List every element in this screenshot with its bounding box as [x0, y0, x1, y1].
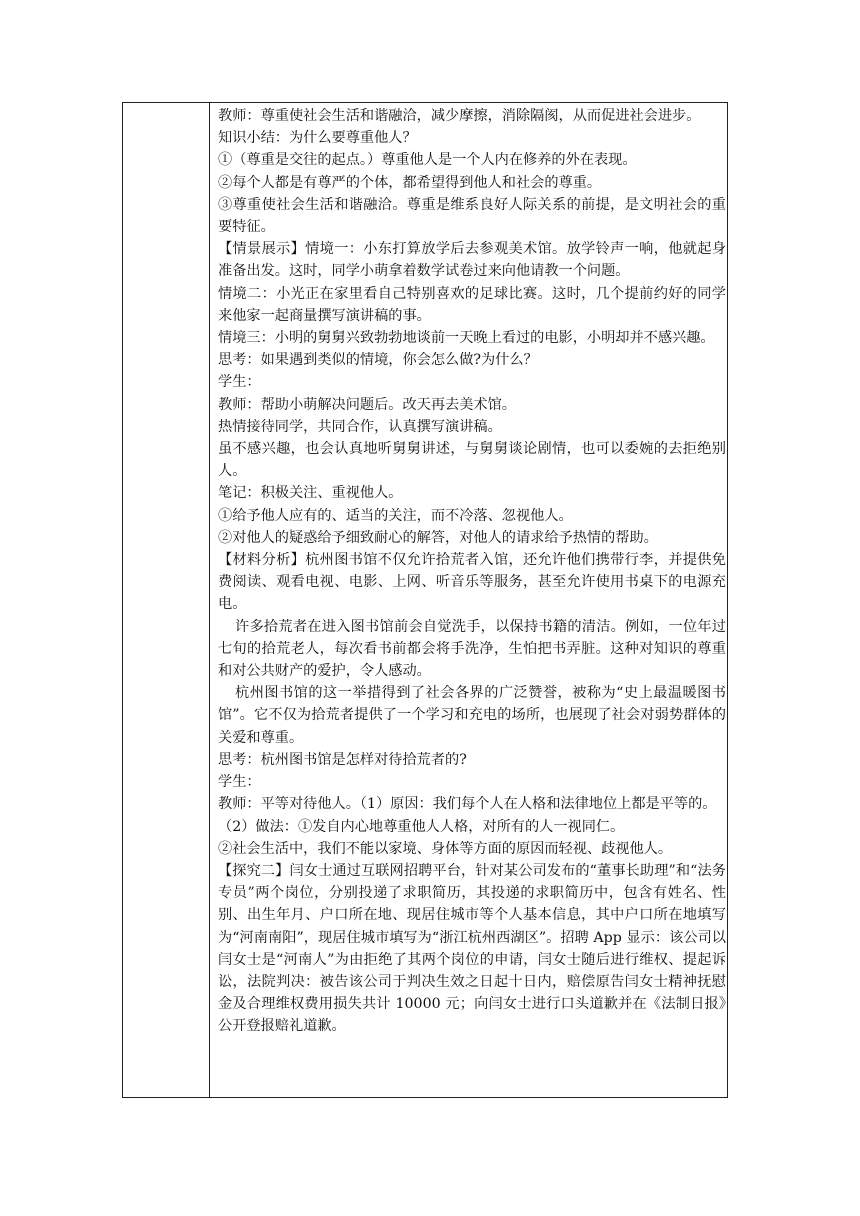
- paragraph: 学生：: [218, 374, 261, 391]
- paragraph: 思考：杭州图书馆是怎样对待拾荒者的?: [218, 751, 467, 768]
- table-content-cell: [218, 105, 726, 1038]
- paragraph: 教师：帮助小萌解决问题后。改天再去美术馆。: [218, 396, 516, 413]
- paragraph: （2）做法：①发自内心地尊重他人人格，对所有的人一视同仁。: [218, 818, 625, 835]
- paragraph: 教师：平等对待他人。（1）原因：我们每个人在人格和法律地位上都是平等的。: [218, 796, 717, 813]
- paragraph: 【情景展示】情境一：小东打算放学后去参观美术馆。放学铃声一响，他就起身准备出发。这时，同学小萌拿着数学试卷过来向他请教一个问题。: [218, 241, 726, 280]
- paragraph: ②对他人的疑惑给予细致耐心的解答，对他人的请求给予热情的帮助。: [218, 529, 658, 546]
- paragraph: ③尊重使社会生活和谐融洽。尊重是维系良好人际关系的前提，是文明社会的重要特征。: [218, 196, 726, 236]
- paragraph: 热情接待同学，共同合作，认真撰写演讲稿。: [218, 418, 502, 435]
- paragraph: 情境三：小明的舅舅兴致勃勃地谈前一天晚上看过的电影，小明却并不感兴趣。: [218, 330, 715, 347]
- paragraph: ②社会生活中，我们不能以家境、身体等方面的原因而轻视、歧视他人。: [218, 840, 673, 857]
- paragraph: 杭州图书馆的这一举措得到了社会各界的广泛赞誉，被称为“史上最温暖图书馆”。它不仅为拾荒者提供了一个学习和充电的场所，也展现了社会对弱势群体的关爱和尊重。: [218, 685, 726, 746]
- paragraph: 许多拾荒者在进入图书馆前会自觉洗手，以保持书籍的清洁。例如，一位年过七旬的拾荒老人，每次看书前都会将手洗净，生怕把书弄脏。这种对知识的尊重和对公共财产的爱护，令人感动。: [218, 618, 726, 680]
- paragraph: 学生：: [218, 774, 261, 791]
- paragraph: 笔记：积极关注、重视他人。: [218, 485, 403, 502]
- paragraph: 知识小结：为什么要尊重他人？: [218, 130, 417, 147]
- table-left-column: [123, 103, 210, 1097]
- paragraph: ①（尊重是交往的起点。）尊重他人是一个人内在修养的外在表现。: [218, 152, 637, 169]
- lesson-table: [122, 102, 728, 1098]
- paragraph: ①给予他人应有的、适当的关注，而不冷落、忽视他人。: [218, 507, 573, 524]
- paragraph: 教师：尊重使社会生活和谐融洽，减少摩擦，消除隔阂，从而促进社会进步。: [218, 108, 701, 124]
- paragraph: 【材料分析】杭州图书馆不仅允许拾荒者入馆，还允许他们携带行李，并提供免费阅读、观看电视、电影、上网、听音乐等服务，甚至允许使用书桌下的电源充电。: [218, 552, 726, 613]
- paragraph: 【探究二】闫女士通过互联网招聘平台，针对某公司发布的“董事长助理”和“法务专员”两个岗位，分别投递了求职简历，其投递的求职简历中，包含有姓名、性别、出生年月、户口所在地、现居住城市等个人基本信息，其中户口所在地填写为“河南南阳”，现居住城市填写为“浙江杭州西湖区”。招聘 App 显示：该公司以闫女士是“河南人”为由拒绝了其两个岗位的申请，闫女士随后进行维权、提起诉讼，法院判决：被告该公司于判决生效之日起十日内，赔偿原告闫女士精神抚慰金及合理维权费用损失共计 10000 元；向闫女士进行口头道歉并在《法制日报》公开登报赔礼道歉。: [218, 862, 726, 1035]
- paragraph: 虽不感兴趣，也会认真地听舅舅讲述，与舅舅谈论剧情，也可以委婉的去拒绝别人。: [218, 441, 726, 480]
- paragraph: 情境二：小光正在家里看自己特别喜欢的足球比赛。这时，几个提前约好的同学来他家一起商量撰写演讲稿的事。: [218, 285, 726, 324]
- paragraph: ②每个人都是有尊严的个体，都希望得到他人和社会的尊重。: [218, 174, 602, 191]
- paragraph: 思考：如果遇到类似的情境，你会怎么做?为什么？: [218, 352, 538, 369]
